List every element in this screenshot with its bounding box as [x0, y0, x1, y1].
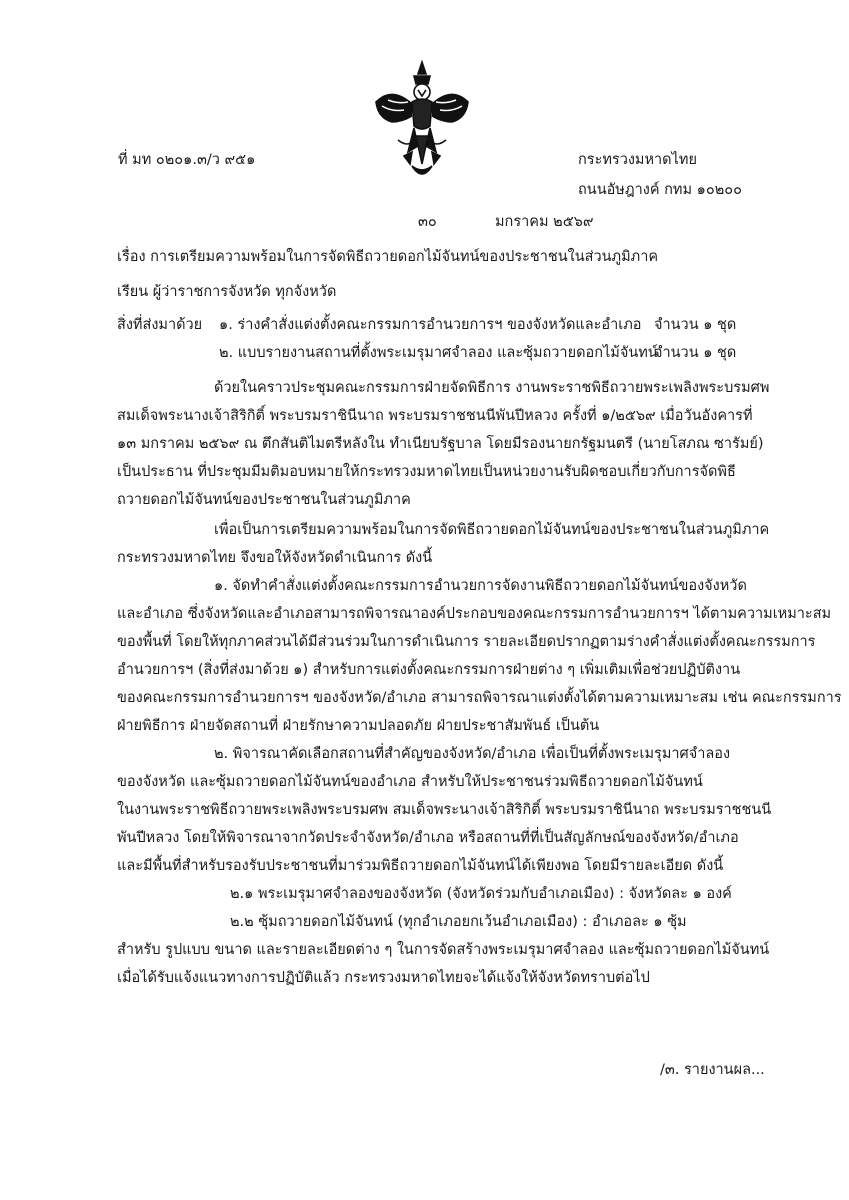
paragraph-4-line: ในงานพระราชพิธีถวายพระเพลิงพระบรมศพ สมเด็จพระนางเจ้าสิริกิติ์ พระบรมราชินีนาถ พระบรมราชชนนี: [117, 802, 772, 818]
date-month-year: มกราคม ๒๕๖๙: [495, 214, 594, 230]
paragraph-3-line: ฝ่ายพิธีการ ฝ่ายจัดสถานที่ ฝ่ายรักษาความปลอดภัย ฝ่ายประชาสัมพันธ์ เป็นต้น: [117, 718, 600, 734]
enclosure-quantity: จำนวน ๑ ชุด: [654, 345, 737, 361]
paragraph-1-line: ๑๓ มกราคม ๒๕๖๙ ณ ตึกสันติไมตรีหลังใน ทำเนียบรัฐบาล โดยมีรองนายกรัฐมนตรี (นายโสภณ ซารัมย์): [117, 436, 764, 452]
sub-item-2-2: ๒.๒ ซุ้มถวายดอกไม้จันทน์ (ทุกอำเภอยกเว้นอำเภอเมือง) : อำเภอละ ๑ ซุ้ม: [230, 914, 687, 930]
paragraph-1-line: สมเด็จพระนางเจ้าสิริกิติ์ พระบรมราชินีนาถ พระบรมราชชนนีพันปีหลวง ครั้งที่ ๑/๒๕๖๙ เมื่อวันอังคารที่: [117, 408, 753, 424]
date-day: ๓๐: [418, 214, 437, 230]
enclosure-label: สิ่งที่ส่งมาด้วย: [117, 317, 203, 333]
paragraph-1-line: ถวายดอกไม้จันทน์ของประชาชนในส่วนภูมิภาค: [117, 492, 411, 508]
sub-item-2-1: ๒.๑ พระเมรุมาศจำลองของจังหวัด (จังหวัดร่วมกับอำเภอเมือง) : จังหวัดละ ๑ องค์: [230, 886, 732, 902]
paragraph-3-line: ของพื้นที่ โดยให้ทุกภาคส่วนได้มีส่วนร่วมในการดำเนินการ รายละเอียดปรากฏตามร่างคำสั่งแต่งตั้งคณะกรรมการ: [117, 634, 816, 650]
paragraph-4-line: พันปีหลวง โดยให้พิจารณาจากวัดประจำจังหวัด/อำเภอ หรือสถานที่ที่เป็นสัญลักษณ์ของจังหวัด/อำเภอ: [117, 830, 739, 846]
paragraph-4-line: ๒. พิจารณาคัดเลือกสถานที่สำคัญของจังหวัด/อำเภอ เพื่อเป็นที่ตั้งพระเมรุมาศจำลอง: [214, 746, 731, 762]
enclosure-quantity: จำนวน ๑ ชุด: [654, 317, 737, 333]
page-continuation: /๓. รายงานผล...: [660, 1062, 765, 1078]
paragraph-2-line: กระทรวงมหาดไทย จึงขอให้จังหวัดดำเนินการ ดังนี้: [117, 550, 433, 566]
recipient-line: เรียน ผู้ว่าราชการจังหวัด ทุกจังหวัด: [117, 284, 337, 300]
paragraph-3-line: ๑. จัดทำคำสั่งแต่งตั้งคณะกรรมการอำนวยการจัดงานพิธีถวายดอกไม้จันทน์ของจังหวัด: [214, 578, 747, 594]
document-number: ที่ มท ๐๒๐๑.๓/ว ๙๕๑: [118, 152, 256, 168]
paragraph-1-line: ด้วยในคราวประชุมคณะกรรมการฝ่ายจัดพิธีการ งานพระราชพิธีถวายพระเพลิงพระบรมศพ: [214, 380, 770, 396]
garuda-emblem-icon: [368, 56, 476, 186]
paragraph-4-line: และมีพื้นที่สำหรับรองรับประชาชนที่มาร่วมพิธีถวายดอกไม้จันทน์ได้เพียงพอ โดยมีรายละเอียด ดังนี้: [117, 858, 724, 874]
paragraph-3-line: และอำเภอ ซึ่งจังหวัดและอำเภอสามารถพิจารณาองค์ประกอบของคณะกรรมการอำนวยการฯ ได้ตามความเหมาะสม: [117, 606, 832, 622]
enclosure-item: ๒. แบบรายงานสถานที่ตั้งพระเมรุมาศจำลอง และซุ้มถวายดอกไม้จันทน์: [219, 345, 658, 361]
paragraph-5-line: สำหรับ รูปแบบ ขนาด และรายละเอียดต่าง ๆ ในการจัดสร้างพระเมรุมาศจำลอง และซุ้มถวายดอกไม้จันทน์: [117, 942, 770, 958]
paragraph-5-line: เมื่อได้รับแจ้งแนวทางการปฏิบัติแล้ว กระทรวงมหาดไทยจะได้แจ้งให้จังหวัดทราบต่อไป: [117, 970, 650, 986]
paragraph-2-line: เพื่อเป็นการเตรียมความพร้อมในการจัดพิธีถวายดอกไม้จันทน์ของประชาชนในส่วนภูมิภาค: [214, 522, 770, 538]
paragraph-3-line: ของคณะกรรมการอำนวยการฯ ของจังหวัด/อำเภอ สามารถพิจารณาแต่งตั้งได้ตามความเหมาะสม เช่น คณะกรรมการ: [117, 690, 842, 706]
paragraph-3-line: อำนวยการฯ (สิ่งที่ส่งมาด้วย ๑) สำหรับการแต่งตั้งคณะกรรมการฝ่ายต่าง ๆ เพิ่มเติมเพื่อช่วยปฏิบัติงาน: [117, 662, 741, 678]
paragraph-1-line: เป็นประธาน ที่ประชุมมีมติมอบหมายให้กระทรวงมหาดไทยเป็นหน่วยงานรับผิดชอบเกี่ยวกับการจัดพิธี: [117, 464, 736, 480]
subject-line: เรื่อง การเตรียมความพร้อมในการจัดพิธีถวายดอกไม้จันทน์ของประชาชนในส่วนภูมิภาค: [117, 249, 659, 265]
organization-name: กระทรวงมหาดไทย: [578, 152, 697, 168]
organization-address: ถนนอัษฎางค์ กทม ๑๐๒๐๐: [578, 182, 742, 198]
paragraph-4-line: ของจังหวัด และซุ้มถวายดอกไม้จันทน์ของอำเภอ สำหรับให้ประชาชนร่วมพิธีถวายดอกไม้จันทน์: [117, 774, 703, 790]
enclosure-item: ๑. ร่างคำสั่งแต่งตั้งคณะกรรมการอำนวยการฯ ของจังหวัดและอำเภอ: [219, 317, 642, 333]
